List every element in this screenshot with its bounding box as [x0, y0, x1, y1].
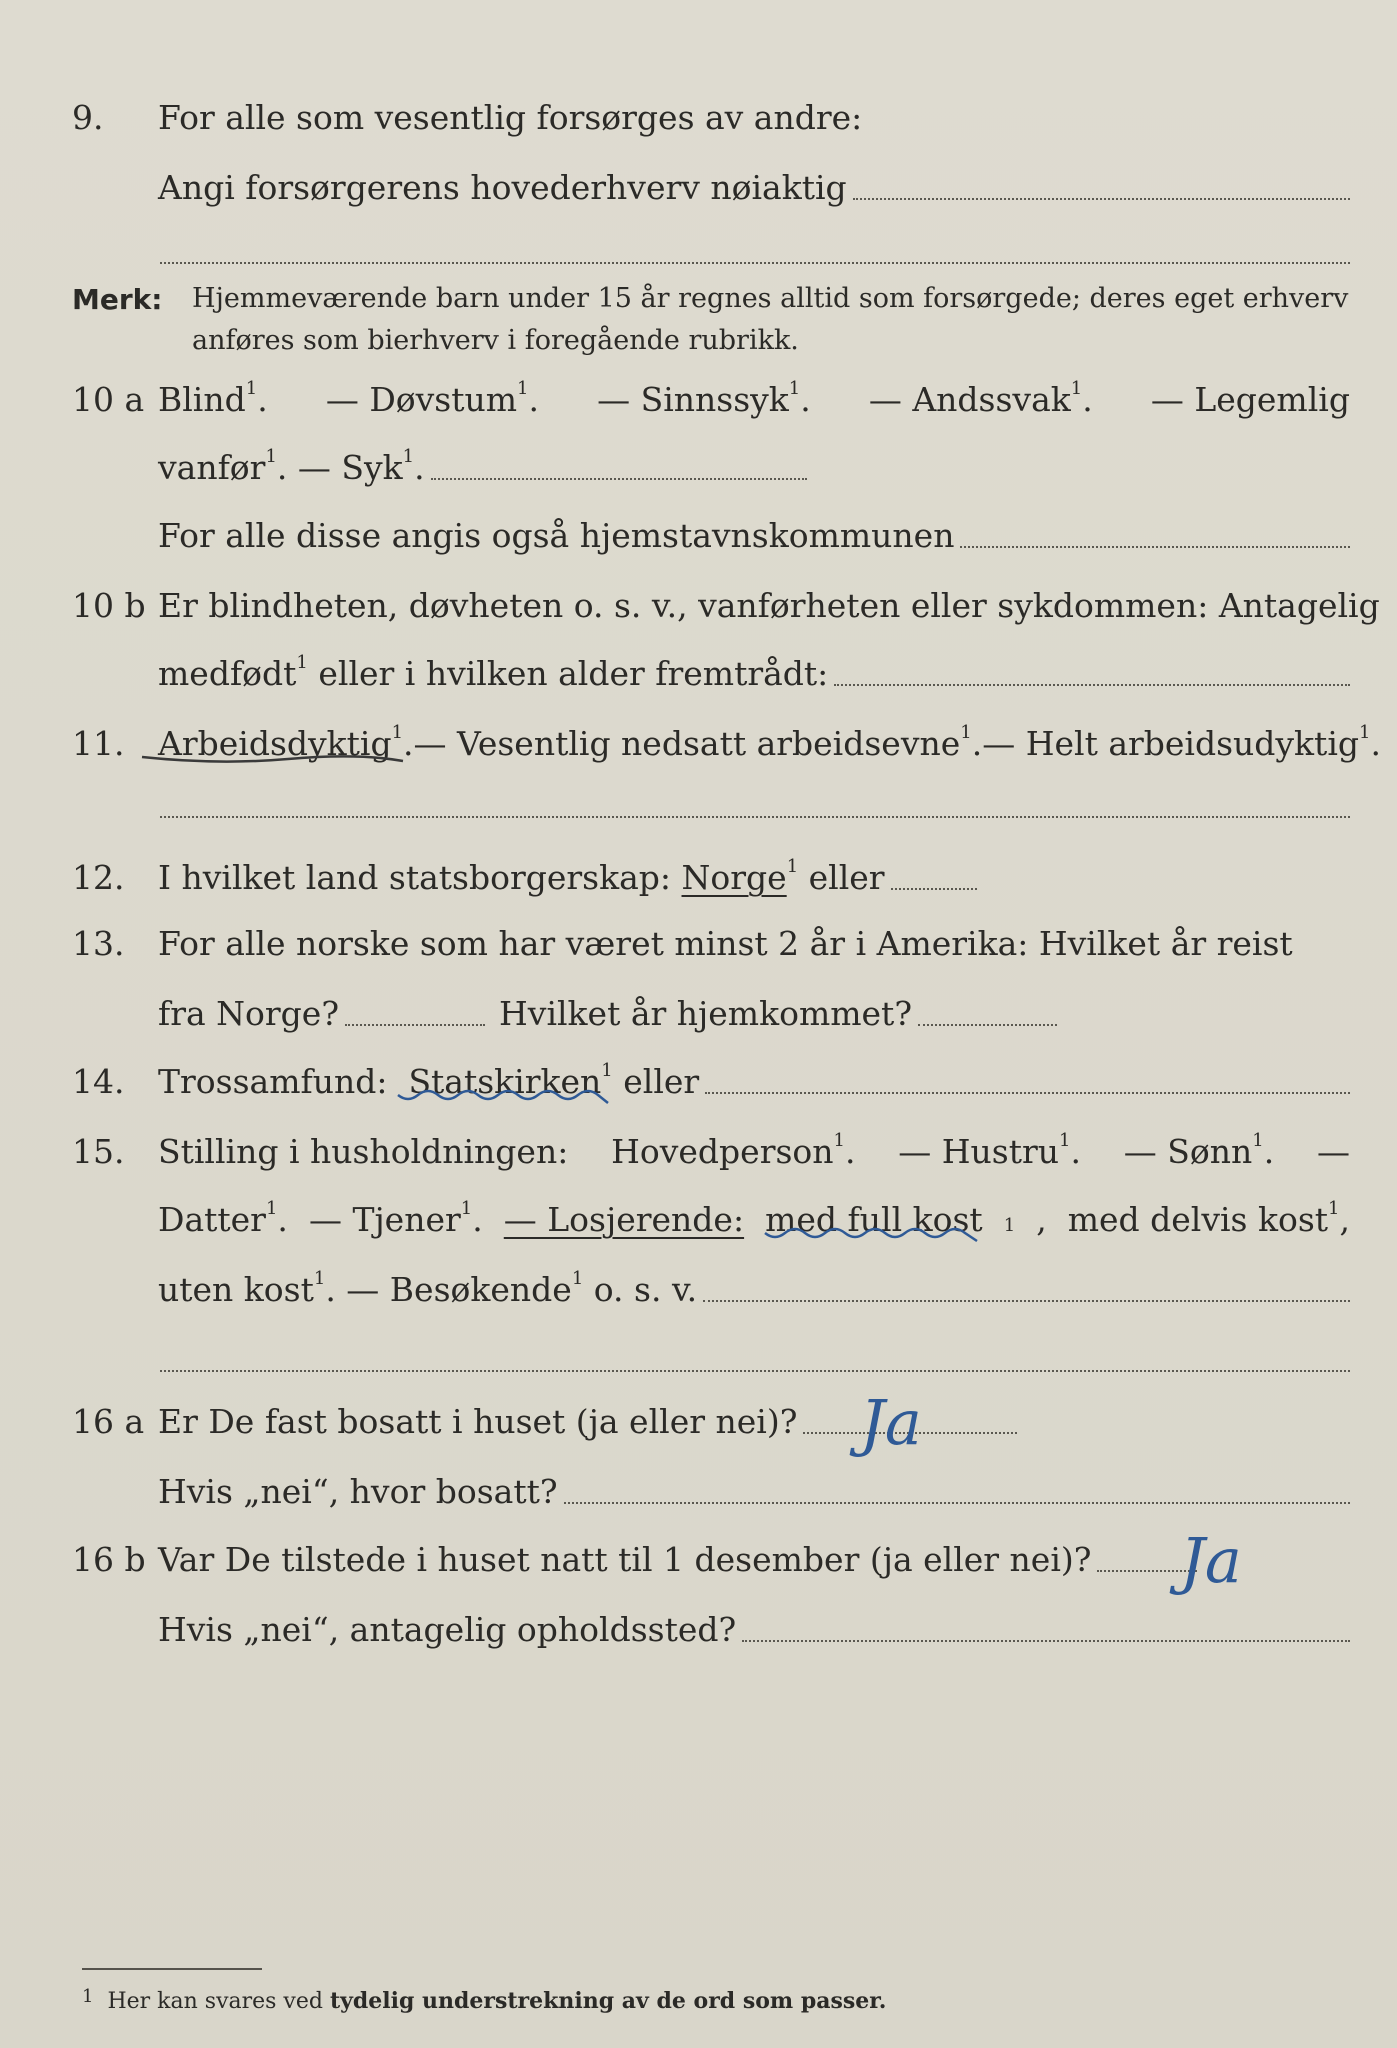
- q11-option-arbeidsdyktig-underlined[interactable]: Arbeidsdyktig$^1$.: [158, 724, 414, 763]
- q16a-line1[interactable]: Er De fast bosatt i huset (ja eller nei)?: [158, 1402, 1017, 1441]
- q16b-number: 16 b: [72, 1540, 146, 1579]
- q11-number: 11.: [72, 724, 125, 763]
- q10a-line1: Blind$^1$. — Døvstum$^1$. — Sinnssyk$^1$. — Andssvak$^1$. — Legemlig: [158, 378, 1350, 419]
- q9-answer-field[interactable]: [853, 198, 1350, 200]
- merk-text1: Hjemmeværende barn under 15 år regnes alltid som forsørgede; deres eget erhverv: [192, 283, 1349, 314]
- q16b-line2[interactable]: Hvis „nei“, antagelig opholdssted?: [158, 1610, 1350, 1649]
- q16a-residence-field[interactable]: [564, 1502, 1350, 1504]
- q12-country-field[interactable]: [891, 888, 977, 890]
- footnote-rule: [82, 1968, 262, 1970]
- q10b-line2[interactable]: medfødt$^1$ eller i hvilken alder fremtrådt:: [158, 654, 1350, 693]
- q15-option-losjerende-underlined[interactable]: — Losjerende:: [503, 1200, 745, 1239]
- q16b-handwritten-answer: Ja: [1180, 1524, 1242, 1597]
- q10a-hometown-field[interactable]: [960, 546, 1350, 548]
- q12-line1[interactable]: I hvilket land statsborgerskap: Norge$^1$ eller: [158, 858, 977, 897]
- hand-underline: [158, 753, 418, 773]
- q15-line2: Datter$^1$. — Tjener$^1$. — Losjerende: med full kost 1 , med delvis kost$^1$,: [158, 1200, 1350, 1239]
- q10b-number: 10 b: [72, 586, 146, 625]
- q14-number: 14.: [72, 1062, 125, 1101]
- q10a-syk-field[interactable]: [431, 478, 807, 480]
- footnote: $^1$ Her kan svares ved tydelig understrekning av de ord som passer.: [82, 1986, 887, 2014]
- q13-line1: For alle norske som har været minst 2 år i Amerika: Hvilket år reist: [158, 924, 1293, 963]
- q13-line2[interactable]: fra Norge? Hvilket år hjemkommet?: [158, 994, 1057, 1033]
- q14-line1[interactable]: Trossamfund: Statskirken $^1$ eller: [158, 1062, 1350, 1101]
- q12-number: 12.: [72, 858, 125, 897]
- q9-line1: For alle som vesentlig forsørges av andre:: [158, 98, 863, 137]
- q16a-handwritten-answer: Ja: [860, 1386, 922, 1459]
- q15-option-fullkost-underlined[interactable]: med full kost: [765, 1200, 983, 1239]
- q10b-line1: Er blindheten, døvheten o. s. v., vanførheten eller sykdommen: Antagelig: [158, 586, 1380, 625]
- q15-other-field[interactable]: [703, 1300, 1350, 1302]
- q10a-number: 10 a: [72, 380, 145, 419]
- q11-line1: Arbeidsdyktig$^1$. — Vesentlig nedsatt arbeidsevne$^1$. — Helt arbeidsudyktig$^1$.: [158, 724, 1350, 763]
- q15-line3[interactable]: uten kost$^1$. — Besøkende$^1$ o. s. v.: [158, 1270, 1350, 1309]
- hand-wavy-underline: [765, 1229, 995, 1249]
- q16a-line2[interactable]: Hvis „nei“, hvor bosatt?: [158, 1472, 1350, 1511]
- q11-extra-line[interactable]: [160, 816, 1350, 818]
- q9-extra-line[interactable]: [160, 262, 1350, 264]
- q13-left-year-field[interactable]: [345, 1024, 485, 1026]
- q13-number: 13.: [72, 924, 125, 963]
- q12-option-norge-underlined[interactable]: Norge: [681, 858, 787, 897]
- q16b-line1[interactable]: Var De tilstede i huset natt til 1 desember (ja eller nei)?: [158, 1540, 1197, 1579]
- q15-number: 15.: [72, 1132, 125, 1171]
- q15-extra-line[interactable]: [160, 1370, 1350, 1372]
- q9-line2[interactable]: Angi forsørgerens hovederhverv nøiaktig: [158, 168, 1350, 207]
- merk-text2: anføres som bierhverv i foregående rubrikk.: [192, 325, 799, 356]
- hand-wavy-underline: [408, 1091, 638, 1111]
- q16a-number: 16 a: [72, 1402, 145, 1441]
- q10b-age-field[interactable]: [834, 684, 1350, 686]
- q14-option-statskirken-underlined[interactable]: Statskirken: [408, 1062, 601, 1101]
- q16b-location-field[interactable]: [742, 1640, 1350, 1642]
- merk-label: Merk:: [72, 283, 163, 316]
- q9-number: 9.: [72, 98, 104, 137]
- q15-line1: Stilling i husholdningen: Hovedperson$^1$. — Hustru$^1$. — Sønn$^1$. —: [158, 1130, 1350, 1171]
- q13-return-year-field[interactable]: [918, 1024, 1057, 1026]
- q10a-line3[interactable]: For alle disse angis også hjemstavnskommunen: [158, 516, 1350, 555]
- q10a-line2[interactable]: vanfør$^1$. — Syk$^1$.: [158, 448, 807, 487]
- q14-religion-field[interactable]: [705, 1092, 1350, 1094]
